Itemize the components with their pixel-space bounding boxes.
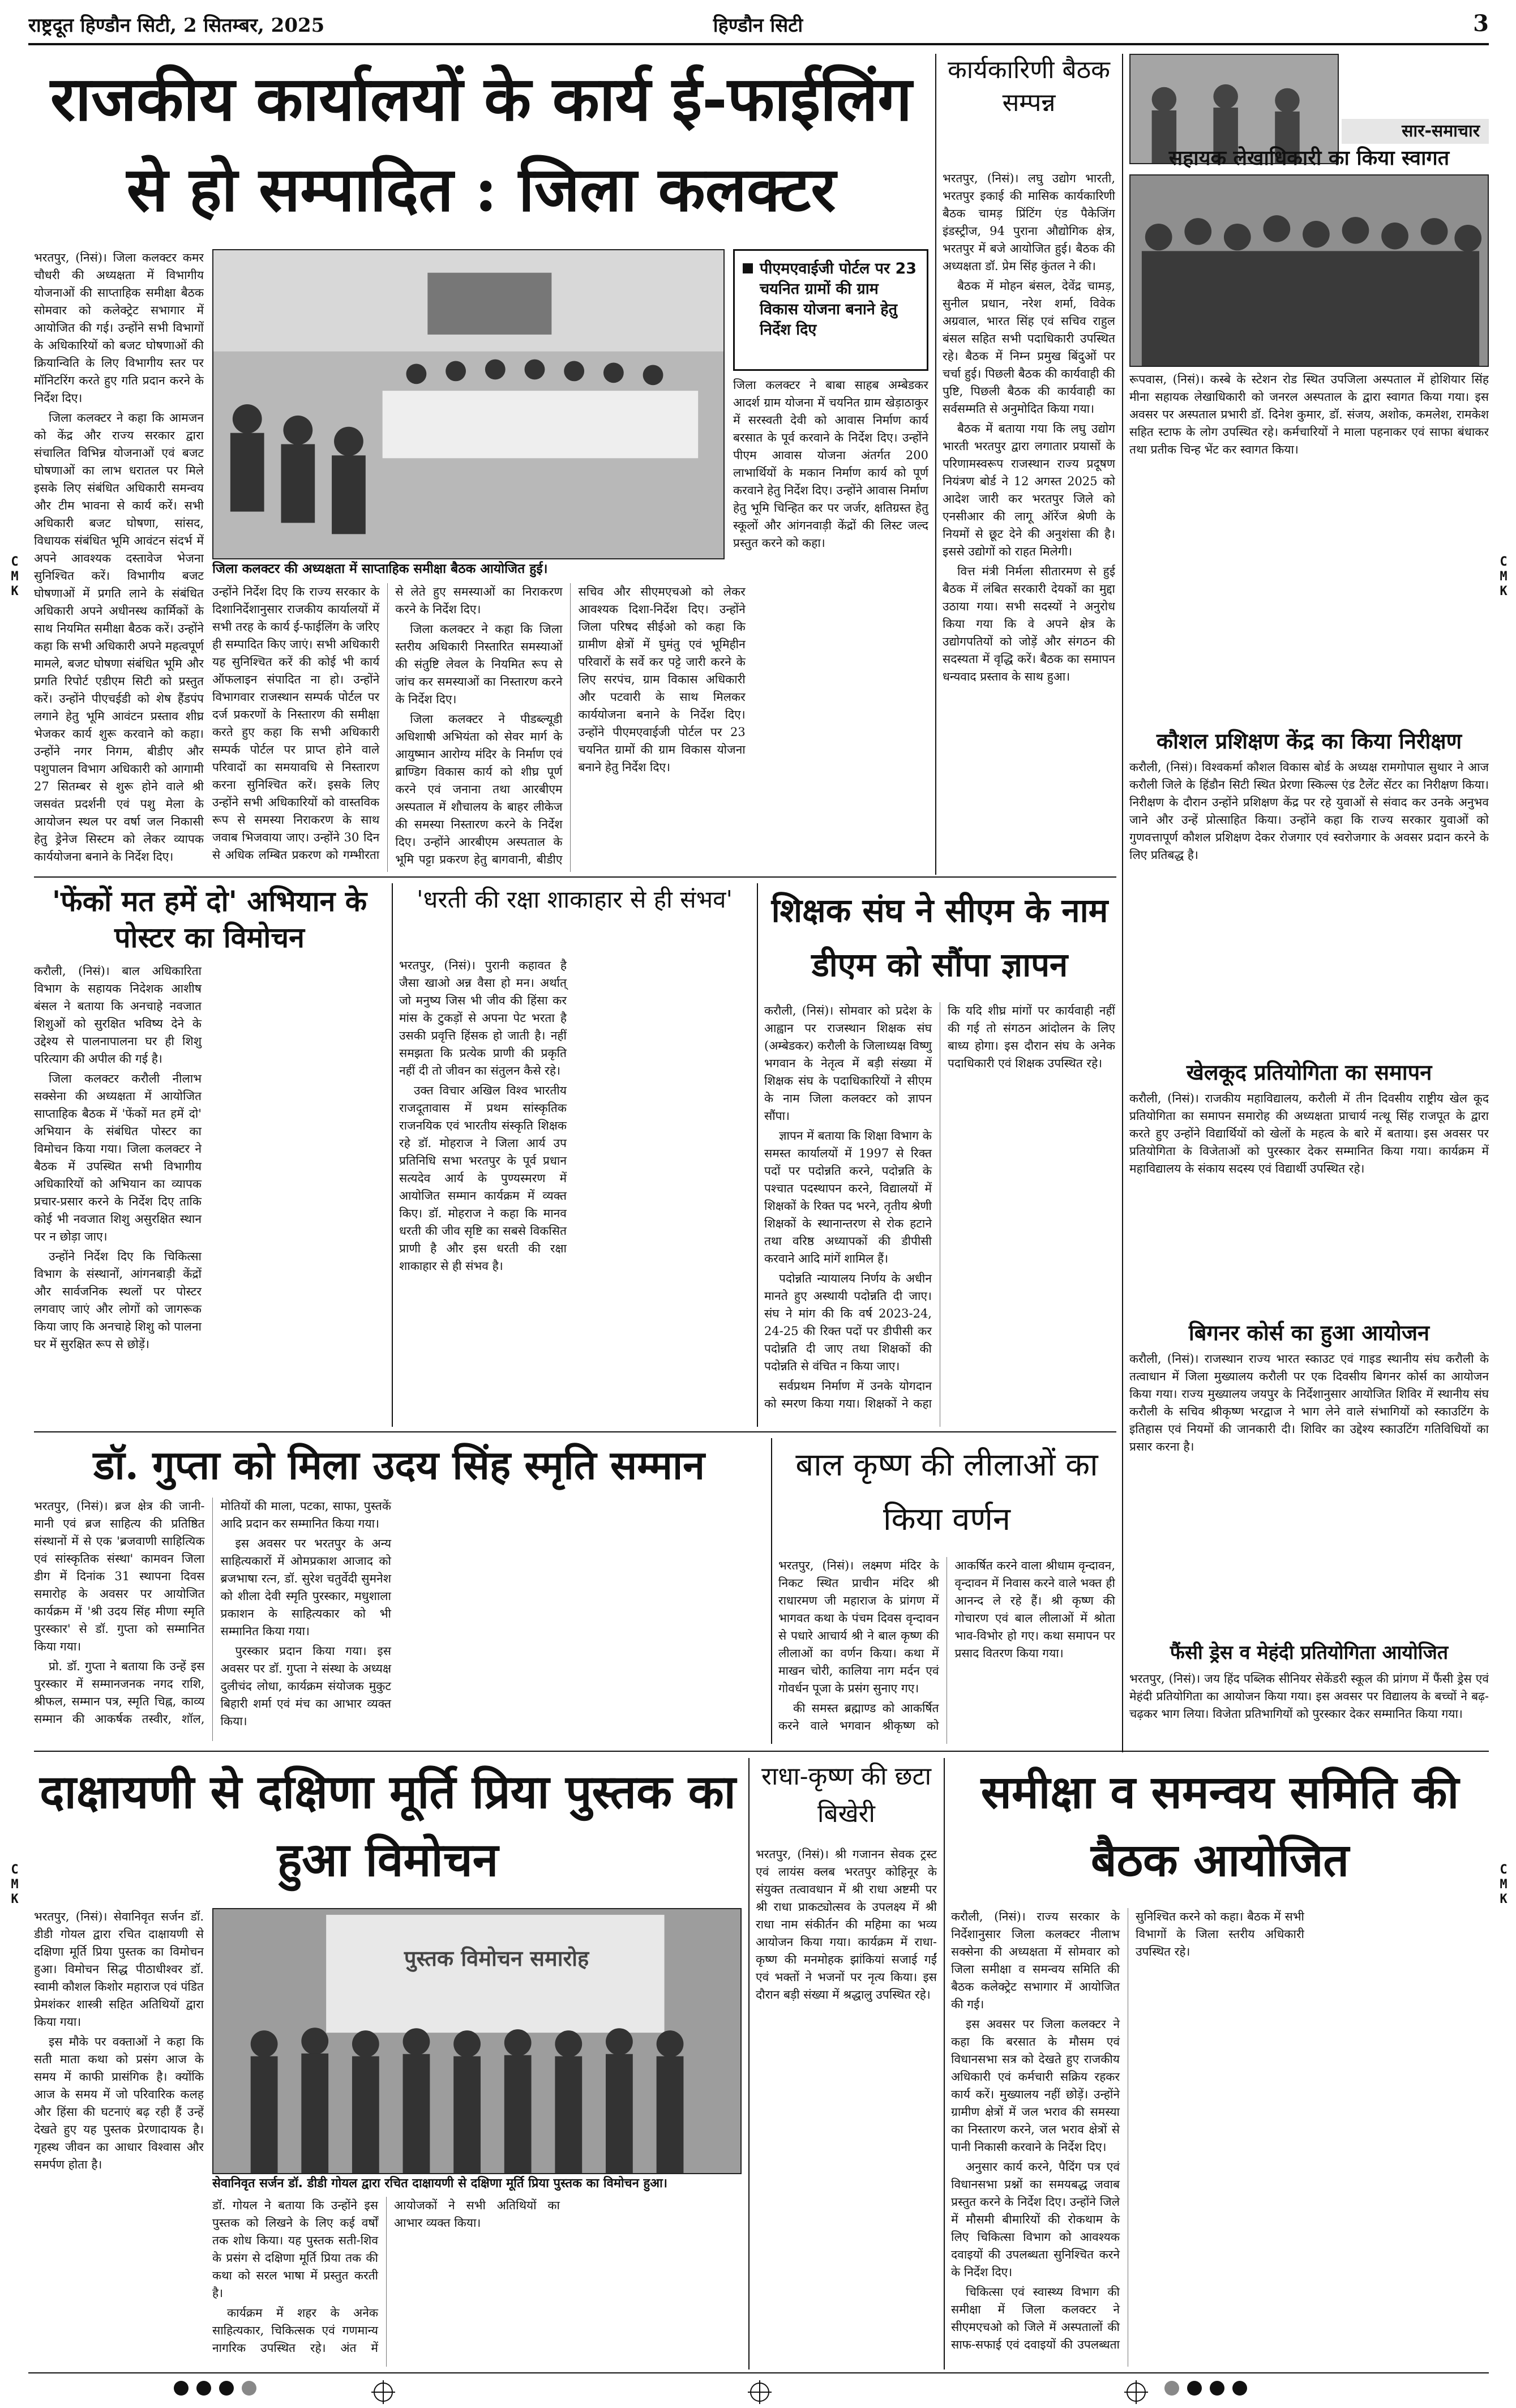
- balkrishna-headline: बाल कृष्ण की लीलाओं का किया वर्णन: [795, 1447, 1098, 1538]
- color-dot: [219, 2381, 234, 2396]
- registration-mark-right-bottom: C M K: [1500, 1863, 1508, 1906]
- col-rule-2: [1122, 54, 1123, 1752]
- fenko-headline: 'फेंकों मत हमें दो' अभियान के पोस्टर का विमोचन: [52, 884, 367, 954]
- karyakarini-body: भरतपुर, (निसं)। लघु उद्योग भारती, भरतपुर इकाई की मासिक कार्यकारिणी बैठक चामड़ प्रिंटिंग एंड पैकेजिंग इंडस्ट्रीज, 94 पुराना औद्योगिक क्षेत्र, भरतपुर में बजे आयोजित हुई। बैठक की अध्यक्षता डॉ. प्रेम सिंह कुंतल ने की। बैठक में मोहन बंसल, देवेंद्र चामड़, सुनील प्रधान, नरेश शर्मा, विवेक अग्रवाल, भारत सिंह एवं सचिव राहुल बंसल सहित सभी पदाधिकारी उपस्थित रहे। बैठक में निम्न प्रमुख बिंदुओं पर चर्चा हुई। पिछली बैठक की कार्यवाही की पुष्टि, पिछली बैठक की कार्यवाही का सर्वसम्मति से अनुमोदित किया गया। बैठक में बताया गया कि लघु उद्योग भारती भरतपुर द्वारा लगातार प्रयासों के परिणामस्वरूप राजस्थान राज्य प्रदूषण नियंत्रण बोर्ड ने 12 अगस्त 2025 को आदेश जारी कर भरतपुर जिले को एनसीआर की लागू ऑरेंज श्रेणी के नियमों से छूट देने की अनुशंसा की है। इससे उद्योगों को राहत मिलेगी। वित्त मंत्री निर्मला सीतारमण से हुई बैठक में लंबित सरकारी देयकों का मुद्दा उठाया गया। सभी सदस्यों ने अनुरोध किया गया कि वे अपने क्षेत्र के उद्योगपतियों को जोड़ें और संगठन की सदस्यता में वृद्धि करें। बैठक का समापन धन्यवाद प्रस्ताव के साथ हुआ।: [943, 172, 1115, 683]
- welcome-group-graphic: [1130, 176, 1488, 366]
- registration-mark-left-top: C M K: [11, 555, 19, 598]
- sidebar-story3-headline: खेलकूद प्रतियोगिता का समापन: [1186, 1059, 1432, 1085]
- color-dot: [242, 2381, 256, 2396]
- sidebar-story2-headline: कौशल प्रशिक्षण केंद्र का किया निरीक्षण: [1156, 728, 1462, 754]
- dakshayani-headline: दाक्षायणी से दक्षिणा मूर्ति प्रिया पुस्तक का हुआ विमोचन: [40, 1765, 736, 1887]
- folio-center: हिण्डौन सिटी: [713, 14, 803, 37]
- col-rule-4: [757, 883, 758, 1427]
- sidebar-story5-headline: फैंसी ड्रेस व मेहंदी प्रतियोगिता आयोजित: [1170, 1641, 1449, 1664]
- col-rule-6: [748, 1758, 750, 2369]
- sidebar-section-tag: सार-समाचार: [1342, 119, 1489, 144]
- color-dot: [1187, 2381, 1202, 2396]
- karyakarini-headline: कार्यकारिणी बैठक सम्पन्न: [948, 55, 1110, 117]
- dakshayani-body-col1: भरतपुर, (निसं)। सेवानिवृत सर्जन डॉ. डीडी गोयल द्वारा रचित दाक्षायणी से दक्षिणा मूर्ति प्रिया पुस्तक का विमोचन हुआ। विमोचन सिद्ध पीठाधीश्वर डॉ. स्वामी कौशल किशोर महाराज एवं पंडित प्रेमशंकर शास्त्री सहित अतिथियों द्वारा किया गया। इस मौके पर वक्ताओं ने कहा कि सती माता कथा को प्रसंग आज के समय में काफी प्रासंगिक है। क्योंकि आज के समय में जो परिवारिक कलह और हिंसा की घटनाएं बढ़ रही हैं उन्हें देखते हुए यह पुस्तक प्रेरणादायक है। गृहस्थ जीवन का आधार विश्वास और समर्पण होता है।: [34, 1910, 204, 2171]
- footer-rule: [28, 2372, 1489, 2373]
- col-rule-1: [935, 54, 936, 875]
- dakshayani-body-cols: डॉ. गोयल ने बताया कि उन्होंने इस पुस्तक को लिखने के लिए कई वर्षों तक शोध किया। यह पुस्तक सती-शिव के प्रसंग से दक्षिणा मूर्ति प्रिया तक की कथा को सरल भाषा में प्रस्तुत करती है। कार्यक्रम में शहर के अनेक साहित्यकार, चिकित्सक एवं गणमान्य नागरिक उपस्थित रहे। अंत में आयोजकों ने सभी अतिथियों का आभार व्यक्त किया।: [212, 2199, 560, 2355]
- shikshak-headline: शिक्षक संघ ने सीएम के नाम डीएम को सौंपा ज्ञापन: [771, 891, 1108, 984]
- samiksha-headline: समीक्षा व समन्वय समिति की बैठक आयोजित: [980, 1765, 1459, 1887]
- folio-left: राष्ट्रदूत हिण्डौन सिटी, 2 सितम्बर, 2025: [28, 14, 325, 37]
- fenko-body: करौली, (निसं)। बाल अधिकारिता विभाग के सहायक निदेशक आशीष बंसल ने बताया कि अनचाहे नवजात शिशुओं को सुरक्षित भविष्य देने के उद्देश्य से पालनापालना घर ही शिशु परित्याग की अपील की गई है। जिला कलक्टर करौली नीलाभ सक्सेना की अध्यक्षता में आयोजित साप्ताहिक बैठक में 'फेंकों मत हमें दो' अभियान के संबंधित पोस्टर का विमोचन किया गया। जिला कलक्टर ने बैठक में उपस्थित सभी विभागीय अधिकारियों को अभियान का व्यापक प्रचार-प्रसार करने के निर्देश दिए ताकि कोई भी नवजात शिशु असुरक्षित स्थान पर न छोड़ा जाए। उन्होंने निर्देश दिए कि चिकित्सा विभाग के संस्थानों, आंगनबाड़ी केंद्रों और सार्वजनिक स्थलों पर पोस्टर लगवाए जाएं और लोगों को जागरूक किया जाए कि अनचाहे शिशु को पालना घर में सुरक्षित रूप से छोड़ें।: [34, 964, 202, 1351]
- efiling-body-right: जिला कलक्टर ने बाबा साहब अम्बेडकर आदर्श ग्राम योजना में चयनित ग्राम खेड़ाठाकुर में सरस्वती देवी को आवास निर्माण कार्य बरसात के पूर्व करवाने के निर्देश दिए। उन्होंने पीएम आवास योजना अंतर्गत 200 लाभार्थियों के मकान निर्माण कार्य को पूर्ण करवाने हेतु निर्देश दिए। उन्होंने आवास निर्माण हेतु भूमि चिन्हित कर पर जर्जर, क्षतिग्रस्त हेतु स्कूलों और आंगनवाड़ी केंद्रों की लिस्ट जल्द प्रस्तुत करने को कहा।: [733, 378, 928, 550]
- col-rule-5: [771, 1438, 772, 1744]
- mid-rule-2: [34, 1431, 1116, 1432]
- dakshayani-photo: [212, 1908, 742, 2174]
- shikshak-body: करौली, (निसं)। सोमवार को प्रदेश के आह्वान पर राजस्थान शिक्षक संघ (अम्बेडकर) करौली के जिलाध्यक्ष विष्णु भगवान के नेतृत्व में बड़ी संख्या में शिक्षक संघ के पदाधिकारियों ने सीएम के नाम जिला कलक्टर को ज्ञापन सौंपा। ज्ञापन में बताया कि शिक्षा विभाग के समस्त कार्यालयों में 1997 से रिक्त पदों पर पदोन्नति करने, पदोन्नति के पश्चात पदस्थापन करने, विद्यालयों में शिक्षकों के रिक्त पद भरने, तृतीय श्रेणी शिक्षकों के स्थानान्तरण से रोक हटाने तथा वरिष्ठ अध्यापकों की डीपीसी करवाने आदि मांगें शामिल हैं। पदोन्नति न्यायालय निर्णय के अधीन मानते हुए अस्थायी पदोन्नति दी जाए। संघ ने मांग की कि वर्ष 2023-24, 24-25 की रिक्त पदों पर डीपीसी कर पदोन्नति दी जाए तथा शिक्षकों की पदोन्नति से वंचित न किया जाए। सर्वप्रथम निर्माण में उनके योगदान को स्मरण किया गया। शिक्षकों ने कहा कि यदि शीघ्र मांगों पर कार्यवाही नहीं की गई तो संगठन आंदोलन के लिए बाध्य होगा। इस दौरान संघ के अनेक पदाधिकारी एवं शिक्षक उपस्थित रहे।: [764, 1004, 1115, 1410]
- sidebar-story1-body: रूपवास, (निसं)। कस्बे के स्टेशन रोड स्थित उपजिला अस्पताल में होशियार सिंह मीना सहायक लेखाधिकारी को जनरल अस्पताल के द्वारा स्वागत किया गया। इस अवसर पर अस्पताल प्रभारी डॉ. दिनेश कुमार, डॉ. संजय, अशोक, कमलेश, रामकेश सहित स्टाफ के लोग उपस्थित रहे। कर्मचारियों ने माला पहनाकर एवं साफा बंधाकर तथा प्रतीक चिन्ह भेंट कर स्वागत किया।: [1129, 373, 1489, 456]
- photo-banner-text: पुस्तक विमोचन समारोह: [404, 1946, 589, 1971]
- dharti-headline: 'धरती की रक्षा शाकाहार से ही संभव': [416, 886, 733, 913]
- gupta-body: भरतपुर, (निसं)। ब्रज क्षेत्र की जानी-मानी एवं ब्रज साहित्य की प्रतिष्ठित संस्थानों में से एक 'ब्रजवाणी साहित्यिक एवं सांस्कृतिक संस्था' कामवन जिला डीग में दिनांक 31 स्थापना दिवस समारोह के अवसर पर आयोजित कार्यक्रम में 'श्री उदय सिंह मीणा स्मृति पुरस्कार' से डॉ. गुप्ता को सम्मानित किया गया। प्रो. डॉ. गुप्ता ने बताया कि उन्हें इस पुरस्कार में सम्मानजनक नगद राशि, श्रीफल, सम्मान पत्र, स्मृति चिह्न, काव्य सम्मान की आकर्षक तस्वीर, शॉल, मोतियों की माला, पटका, साफा, पुस्तकें आदि प्रदान कर सम्मानित किया गया। इस अवसर पर भरतपुर के अन्य साहित्यकारों में ओमप्रकाश आजाद को ब्रजभाषा रत्न, डॉ. सुरेश चतुर्वेदी सुमनेश को शीला देवी स्मृति पुरस्कार, मधुशाला प्रकाशन के साहित्यकार को भी सम्मानित किया गया। पुरस्कार प्रदान किया गया। इस अवसर पर डॉ. गुप्ता ने संस्था के अध्यक्ष दुलीचंद लोधा, कार्यक्रम संयोजक मुकुट बिहारी शर्मा एवं मंच का आभार व्यक्त किया।: [34, 1499, 391, 1728]
- dharti-body: भरतपुर, (निसं)। पुरानी कहावत है जैसा खाओ अन्न वैसा हो मन। अर्थात् जो मनुष्य जिस भी जीव की हिंसा कर मांस के टुकड़ों से अपना पेट भरता है उसकी प्रवृत्ति हिंसक हो जाती है। नहीं समझता कि प्रत्येक प्राणी की प्रकृति नहीं दी तो जीवन का संतुलन कैसे रहे। उक्त विचार अखिल विश्व भारतीय राजदूतावास में प्रथम सांस्कृतिक राजनयिक एवं भारतीय संस्कृति शिक्षक रहे डॉ. मोहराज ने जिला आर्य उप प्रतिनिधि सभा भरतपुर के पूर्व प्रधान सत्यदेव आर्य के पुण्यस्मरण में आयोजित सम्मान कार्यक्रम में व्यक्त किए। डॉ. मोहराज ने कहा कि मानव धरती की जीव सृष्टि का सबसे विकसित प्राणी है और इस धरती की रक्षा शाकाहार से ही संभव है।: [399, 959, 567, 1273]
- sidebar-story2-body: करौली, (निसं)। विश्वकर्मा कौशल विकास बोर्ड के अध्यक्ष रामगोपाल सुथार ने आज करौली जिले के हिंडौन सिटी स्थित प्रेरणा स्किल्स एंड टैलेंट सेंटर का निरीक्षण किया। निरीक्षण के दौरान उन्होंने प्रशिक्षण केंद्र पर रहे युवाओं से संवाद कर उनके अनुभव जाने और उन्हें प्रोत्साहित किया। उन्होंने कहा कि राज्य सरकार युवाओं को गुणवत्तापूर्ण कौशल प्रशिक्षण देकर रोजगार एवं स्वरोजगार के अवसर प्रदान करने के लिए प्रतिबद्ध है।: [1129, 760, 1489, 862]
- footer-color-dots-right: [1160, 2381, 1330, 2403]
- efiling-photo: [212, 249, 725, 559]
- samiksha-body: करौली, (निसं)। राज्य सरकार के निर्देशानुसार जिला कलक्टर नीलाभ सक्सेना की अध्यक्षता में सोमवार को जिला समीक्षा व समन्वय समिति की बैठक कलेक्ट्रेट सभागार में आयोजित की गई। इस अवसर पर जिला कलक्टर ने कहा कि बरसात के मौसम एवं विधानसभा सत्र को देखते हुए राजकीय अधिकारी एवं कर्मचारी सक्रिय रहकर कार्य करें। मुख्यालय नहीं छोड़ें। उन्होंने ग्रामीण क्षेत्रों में जल भराव की समस्या का निस्तारण करने, जल भराव क्षेत्रों से पानी निकासी करवाने के निर्देश दिए। अनुसार कार्य करने, पैदिंग पत्र एवं विधानसभा प्रश्नों का समयबद्ध जवाब प्रस्तुत करने के निर्देश दिए। उन्होंने जिले में मौसमी बीमारियों की रोकथाम के लिए चिकित्सा विभाग को आवश्यक दवाइयों की उपलब्धता सुनिश्चित करने के निर्देश दिए। चिकित्सा एवं स्वास्थ्य विभाग की समीक्षा में जिला कलक्टर ने सीएमएचओ को जिले में अस्पतालों की साफ-सफाई एवं दवाइयों की उपलब्धता सुनिश्चित करने को कहा। बैठक में सभी विभागों के जिला स्तरीय अधिकारी उपस्थित रहे।: [951, 1910, 1304, 2351]
- sidebar-story1-headline: सहायक लेखाधिकारी का किया स्वागत: [1168, 146, 1450, 170]
- dakshayani-photo-caption: सेवानिवृत सर्जन डॉ. डीडी गोयल द्वारा रचित दाक्षायणी से दक्षिणा मूर्ति प्रिया पुस्तक का विमोचन हुआ।: [212, 2176, 668, 2191]
- efiling-headline: राजकीय कार्यालयों के कार्य ई-फाईलिंग से हो सम्पादित : जिला कलक्टर: [50, 63, 913, 225]
- col-rule-7: [944, 1758, 945, 2369]
- color-dot: [174, 2381, 189, 2396]
- header-rule: [28, 43, 1489, 45]
- col-rule-3: [392, 883, 393, 1427]
- sidebar-story5-body: भरतपुर, (निसं)। जय हिंद पब्लिक सीनियर सेकेंडरी स्कूल की प्रांगण में फैंसी ड्रेस एवं मेहंदी प्रतियोगिता का आयोजन किया गया। इस अवसर पर विद्यालय के बच्चों ने बढ़-चढ़कर भाग लिया। विजेता प्रतिभागियों को पुरस्कार देकर सम्मानित किया गया।: [1129, 1672, 1489, 1721]
- efiling-body-cols: उन्होंने निर्देश दिए कि राज्य सरकार के दिशानिर्देशानुसार राजकीय कार्यालयों में सभी तरह के कार्य ई-फाईलिंग के जरिए ही सम्पादित किए जाएं। सभी अधिकारी यह सुनिश्चित करें की कोई भी कार्य ऑफलाइन संपादित ना हो। उन्होंने विभागवार राजस्थान सम्पर्क पोर्टल पर दर्ज प्रकरणों के निस्तारण की समीक्षा करते हुए कहा कि सभी अधिकारी सम्पर्क पोर्टल पर प्राप्त होने वाले परिवादों का समयावधि से निस्तारण करना सुनिश्चित करें। इसके लिए उन्होंने सभी अधिकारियों को वास्तविक रूप से समस्या निराकरण के साथ जवाब भिजवाया जाए। उन्होंने 30 दिन से अधिक लम्बित प्रकरण को गम्भीरता से लेते हुए समस्याओं का निराकरण करने के निर्देश दिए। जिला कलक्टर ने कहा कि जिला स्तरीय अधिकारी निस्तारित समस्याओं की संतुष्टि लेवल के नियमित रूप से जांच कर समस्याओं का निस्तारण करने के निर्देश दिए। जिला कलक्टर ने पीडब्ल्यूडी अधिशाषी अभियंता को सेवर मार्ग के आयुष्मान आरोग्य मंदिर के निर्माण एवं ब्राण्डिग विकास कार्य को शीघ्र पूर्ण करने एवं जनाना तथा आरबीएम अस्पताल में शौचालय के बाहर लीकेज की समस्या निस्तारण करने के निर्देश दिए। उन्होंने आरबीएम अस्पताल के भूमि पट्टा प्रकरण हेतु बागवानी, बीडीए सचिव और सीएमएचओ को लेकर आवश्यक दिशा-निर्देश दिए। उन्होंने जिला परिषद सीईओ को कहा कि ग्रामीण क्षेत्रों में घुमंतु एवं भूमिहीन परिवारों के सर्वे कर पट्टे जारी करने के लिए सरपंच, ग्राम विकास अधिकारी और पटवारी के साथ मिलकर कार्ययोजना बनाने के निर्देश दिए। उन्होंने पीएमएवाईजी पोर्टल पर 23 चयनित ग्रामों की ग्राम विकास योजना बनाने हेतु निर्देश दिए।: [212, 585, 746, 866]
- color-dot: [196, 2381, 211, 2396]
- efiling-photo-caption: जिला कलक्टर की अध्यक्षता में साप्ताहिक समीक्षा बैठक आयोजित हुई।: [212, 562, 548, 576]
- color-dot: [1164, 2381, 1179, 2396]
- registration-mark-left-bottom: C M K: [11, 1863, 19, 1906]
- color-dot: [1210, 2381, 1224, 2396]
- page-number: 3: [1473, 10, 1489, 37]
- gupta-headline: डॉ. गुप्ता को मिला उदय सिंह स्मृति सम्मान: [93, 1442, 705, 1489]
- footer-color-dots-left: [170, 2381, 340, 2403]
- sidebar-story3-body: करौली, (निसं)। राजकीय महाविद्यालय, करौली में तीन दिवसीय राष्ट्रीय खेल कूद प्रतियोगिता का समापन समारोह की अध्यक्षता प्राचार्य नत्थू सिंह राजपूत के द्वारा करते हुए उन्होंने विद्यार्थियों को खेलों के महत्व के बारे में बताया। इस अवसर पर प्रतियोगिता के विजेताओं को पुरस्कार देकर सम्मानित किया गया। कार्यक्रम में महाविद्यालय के संकाय सदस्य एवं विद्यार्थी उपस्थित रहे।: [1129, 1092, 1489, 1175]
- color-dot: [1232, 2381, 1247, 2396]
- radhakrishna-headline: राधा-कृष्ण की छटा बिखेरी: [761, 1762, 932, 1828]
- registration-cross-center: [750, 2383, 769, 2402]
- efiling-highlight-box: पीएमएवाईजी पोर्टल पर 23 चयनित ग्रामों की ग्राम विकास योजना बनाने हेतु निर्देश दिए: [733, 249, 928, 371]
- box-bullet-icon: [743, 263, 753, 273]
- registration-cross-right: [1127, 2383, 1146, 2402]
- meeting-scene-graphic: [213, 250, 723, 558]
- mid-rule-3: [34, 1751, 1489, 1752]
- balkrishna-body: भरतपुर, (निसं)। लक्ष्मण मंदिर के निकट स्थित प्राचीन मंदिर श्री राधारमण जी महाराज के प्रांगण में भागवत कथा के पंचम दिवस वृन्दावन से पधारे आचार्य श्री ने बाल कृष्ण की लीलाओं का वर्णन किया। कथा में माखन चोरी, कालिया नाग मर्दन एवं गोवर्धन पूजा के प्रसंग सुनाए गए। की समस्त ब्रह्माण्ड को आकर्षित करने वाले भगवान श्रीकृष्ण को आकर्षित करने वाला श्रीधाम वृन्दावन, वृन्दावन में निवास करने वाले भक्त ही आनन्द ले रहे हैं। श्री कृष्ण की गोचारण एवं बाल लीलाओं में श्रोता भाव-विभोर हो गए। कथा समापन पर प्रसाद वितरण किया गया।: [778, 1559, 1115, 1733]
- mid-rule-1: [34, 876, 1116, 878]
- registration-mark-right-top: C M K: [1500, 555, 1508, 598]
- sidebar-story4-body: करौली, (निसं)। राजस्थान राज्य भारत स्काउट एवं गाइड स्थानीय संघ करौली के तत्वाधान में जिला मुख्यालय करौली पर एक दिवसीय बिगनर कोर्स का आयोजन किया गया। राज्य मुख्यालय जयपुर के निर्देशानुसार आयोजित शिविर में स्थानीय संघ करौली के सचिव श्रीकृष्ण भरद्वाज ने भाग लेने वाले संभागियों को स्काउटिंग के इतिहास एवं नियमों की जानकारी दी। शिविर का उद्देश्य स्काउटिंग गतिविधियों का प्रसार करना है।: [1129, 1352, 1489, 1453]
- sidebar-story1-photo: [1129, 174, 1489, 367]
- sidebar-story4-headline: बिगनर कोर्स का हुआ आयोजन: [1188, 1320, 1430, 1345]
- registration-cross-left: [374, 2383, 393, 2402]
- radhakrishna-body: भरतपुर, (निसं)। श्री गजानन सेवक ट्रस्ट एवं लायंस क्लब भरतपुर कोहिनूर के संयुक्त तत्वावधान में श्री राधा अष्टमी पर श्री राधा प्राकट्योत्सव के उपलक्ष्य में श्री राधा नाम संकीर्तन की महिमा का भव्य आयोजन किया गया। कार्यक्रम में राधा-कृष्ण की मनमोहक झांकियां सजाई गईं एवं भक्तों ने भजनों पर नृत्य किया। इस दौरान बड़ी संख्या में श्रद्धालु उपस्थित रहे।: [756, 1847, 937, 2001]
- efiling-body-col1: भरतपुर, (निसं)। जिला कलक्टर कमर चौधरी की अध्यक्षता में विभागीय योजनाओं की साप्ताहिक समीक्षा बैठक सोमवार को कलेक्ट्रेट सभागार में आयोजित की गई। उन्होंने सभी विभागों के अधिकारियों को बजट घोषणाओं की क्रियान्विति के लिए विभागीय स्तर पर मॉनिटरिंग करते हुए गति प्रदान करने के निर्देश दिए। जिला कलक्टर ने कहा कि आमजन को केंद्र और राज्य सरकार द्वारा संचालित विभिन्न योजनाओं एवं बजट घोषणाओं का लाभ धरातल पर मिले इसके लिए संबंधित अधिकारी समन्वय और टीम भावना से कार्य करें। सभी अधिकारी बजट घोषणा, सांसद, विधायक संबंधित भूमि आवंटन संदर्भ में अपने आवश्यक दस्तावेज भेजना सुनिश्चित करें। विभागीय बजट घोषणाओं में प्रगति लाने के संबंधित अधिकारी अपने अधीनस्थ कार्मिकों के साथ नियमित समीक्षा बैठक करें। उन्होंने कहा कि सभी अधिकारी अपने महत्वपूर्ण मामले, बजट घोषणा संबंधित भूमि और प्रगति रिपोर्ट एडीएम सिटी को प्रस्तुत करें। उन्होंने पीएचईडी को शेष हैंडपंप लगाने हेतु भूमि आवंटन प्रस्ताव शीघ्र भेजकर कार्य शुरू करवाने को कहा। उन्होंने नगर निगम, बीडीए और पशुपालन विभाग अधिकारी को आगामी 27 सितम्बर से शुरू होने वाले श्री जसवंत प्रदर्शनी एवं पशु मेला के आयोजन स्थल पर वर्षा जल निकासी हेतु ड्रेनेज सिस्टम को लेकर व्यापक कार्ययोजना बनाने के निर्देश दिए।: [34, 251, 204, 863]
